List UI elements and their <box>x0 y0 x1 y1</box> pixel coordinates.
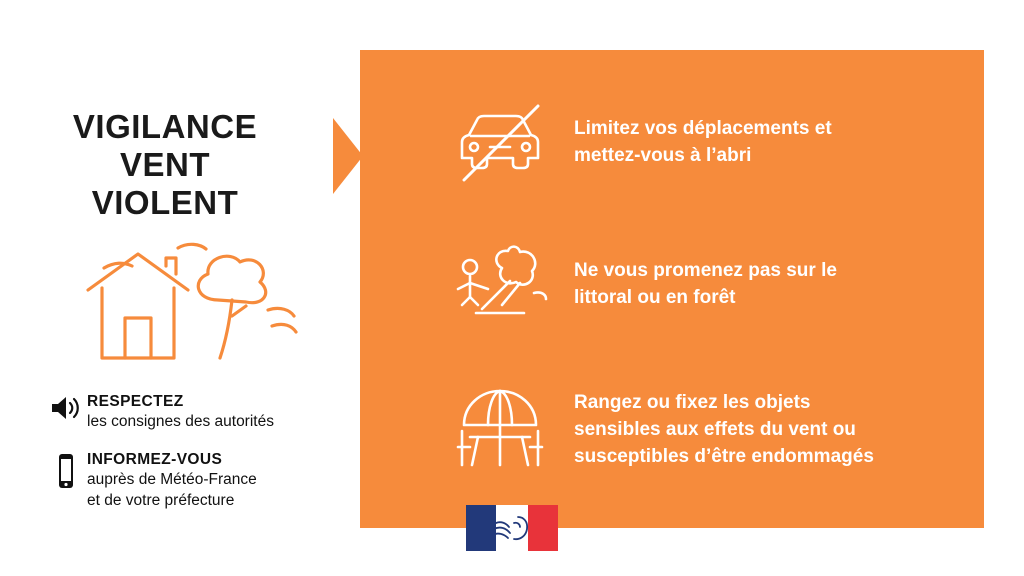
tip-text <box>560 116 980 170</box>
advice-detail-line-2: et de votre préfecture <box>87 491 235 509</box>
house-and-tree-wind-icon <box>80 240 300 370</box>
advice-text <box>87 392 355 433</box>
advice-detail-line-1: les consignes des autorités <box>87 413 274 431</box>
advice-detail-line-1: auprès de Météo-France <box>87 471 257 489</box>
person-tree-falling-icon <box>440 232 560 337</box>
megaphone-icon <box>45 392 87 422</box>
tip-text <box>560 258 980 312</box>
title-line-2: VENT <box>119 145 210 183</box>
tip-line-2: sensibles aux effets du vent ou <box>574 419 856 441</box>
advice-heading: INFORMEZ-VOUS <box>87 451 223 468</box>
tip-line-3: susceptibles d’être endommagés <box>574 445 874 467</box>
tip-text <box>560 390 980 471</box>
flag-white-band <box>496 505 528 551</box>
arrow-notch <box>333 118 363 194</box>
mobile-phone-icon <box>45 450 87 490</box>
page-title <box>0 108 330 222</box>
advice-text <box>87 450 355 511</box>
tip-line-1: Limitez vos déplacements et <box>574 117 832 139</box>
tip-item-rangez-objets <box>440 378 980 483</box>
tip-item-limitez-deplacements <box>440 90 980 195</box>
left-panel <box>0 0 360 576</box>
advice-heading: RESPECTEZ <box>87 393 184 410</box>
advice-item-informez-vous <box>45 450 355 511</box>
tip-line-2: littoral ou en forêt <box>574 286 736 308</box>
title-line-3: VIOLENT <box>91 183 239 221</box>
advice-item-respectez <box>45 392 355 433</box>
title-line-1: VIGILANCE <box>72 108 258 145</box>
tip-line-1: Ne vous promenez pas sur le <box>574 259 837 281</box>
parasol-table-icon <box>440 378 560 483</box>
tip-line-2: mettez-vous à l’abri <box>574 144 752 166</box>
french-republic-flag-logo <box>466 505 558 551</box>
no-car-icon <box>440 90 560 195</box>
tip-item-ne-vous-promenez-pas <box>440 232 980 337</box>
tip-line-1: Rangez ou fixez les objets <box>574 392 811 414</box>
